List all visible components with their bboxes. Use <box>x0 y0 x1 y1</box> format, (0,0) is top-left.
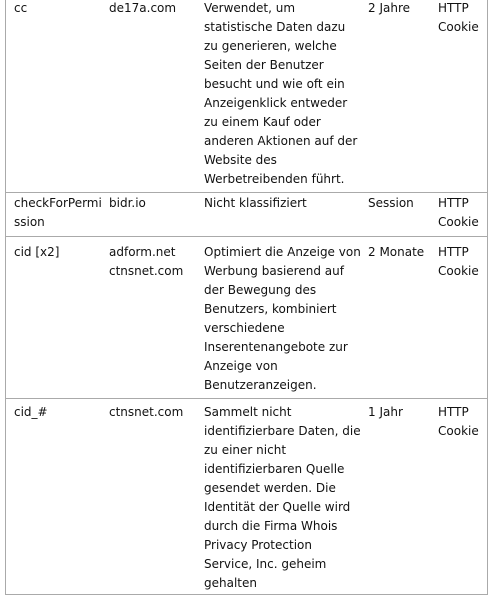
cookie-expiry-cell <box>360 243 430 398</box>
cookie-domain-cell <box>101 194 196 236</box>
cookie-purpose-line: Anzeige von <box>204 359 278 373</box>
cookie-expiry: Session <box>368 196 414 210</box>
cookie-purpose-cell <box>196 403 360 594</box>
cookie-name: cid_# <box>14 405 48 419</box>
cookie-purpose-line: zu einer nicht <box>204 443 287 457</box>
cookie-domain: ctnsnet.com <box>109 264 184 278</box>
table-row <box>6 399 487 595</box>
cookie-purpose-line: zu einem Kauf oder <box>204 115 321 129</box>
cookie-purpose-line: Werbetreibenden führt. <box>204 172 345 186</box>
cookie-purpose-line: Verwendet, um <box>204 1 296 15</box>
cookie-name-cell <box>6 0 101 192</box>
cookie-name: cc <box>14 1 28 15</box>
cookie-purpose-line: Optimiert die Anzeige von <box>204 245 361 259</box>
cookie-expiry: 1 Jahr <box>368 405 403 419</box>
cookie-domain: bidr.io <box>109 196 146 210</box>
cookie-domain: adform.net <box>109 245 176 259</box>
cookie-name-line: ssion <box>14 215 45 229</box>
cookie-purpose-line: zu generieren, welche <box>204 39 337 53</box>
cookie-type-line: Cookie <box>438 215 479 229</box>
table-row <box>6 237 487 399</box>
cookie-name: cid [x2] <box>14 245 60 259</box>
cookie-type-cell <box>430 243 487 398</box>
cookie-expiry: 2 Monate <box>368 245 425 259</box>
cookie-type-line: HTTP <box>438 196 469 210</box>
cookie-type-cell <box>430 403 487 594</box>
cookie-purpose-line: Nicht klassifiziert <box>204 196 307 210</box>
table-row <box>6 0 487 193</box>
cookie-purpose-line: anderen Aktionen auf der <box>204 134 358 148</box>
cookie-purpose-cell <box>196 194 360 236</box>
cookie-purpose-cell <box>196 243 360 398</box>
cookie-expiry-cell <box>360 403 430 594</box>
cookie-purpose-line: Benutzers, kombiniert <box>204 302 337 316</box>
cookie-purpose-line: Werbung basierend auf <box>204 264 344 278</box>
cookie-purpose-line: durch die Firma Whois <box>204 519 338 533</box>
cookie-purpose-line: gehalten <box>204 576 257 590</box>
cookie-type-line: HTTP <box>438 405 469 419</box>
cookie-type-cell <box>430 194 487 236</box>
cookie-name-cell <box>6 403 101 594</box>
cookie-purpose-line: Privacy Protection <box>204 538 312 552</box>
cookie-domain: ctnsnet.com <box>109 405 184 419</box>
cookie-purpose-line: verschiedene <box>204 321 285 335</box>
cookie-expiry: 2 Jahre <box>368 1 410 15</box>
cookie-table <box>5 0 488 595</box>
cookie-type-line: HTTP <box>438 245 469 259</box>
cookie-purpose-line: identifizierbare Daten, die <box>204 424 361 438</box>
cookie-purpose-line: identifizierbaren Quelle <box>204 462 345 476</box>
cookie-domain-cell <box>101 243 196 398</box>
cookie-purpose-line: Seiten der Benutzer <box>204 58 324 72</box>
cookie-purpose-line: gesendet werden. Die <box>204 481 336 495</box>
table-row <box>6 193 487 237</box>
cookie-purpose-cell <box>196 0 360 192</box>
cookie-purpose-line: Identität der Quelle wird <box>204 500 351 514</box>
cookie-name-cell <box>6 243 101 398</box>
cookie-type-line: Cookie <box>438 264 479 278</box>
cookie-expiry-cell <box>360 194 430 236</box>
cookie-purpose-line: statistische Daten dazu <box>204 20 346 34</box>
cookie-domain: de17a.com <box>109 1 177 15</box>
cookie-purpose-line: Inserentenangebote zur <box>204 340 348 354</box>
cookie-domain-cell <box>101 0 196 192</box>
cookie-name-line: checkForPermi <box>14 196 102 210</box>
cookie-purpose-line: Sammelt nicht <box>204 405 292 419</box>
cookie-purpose-line: Anzeigenklick entweder <box>204 96 348 110</box>
cookie-purpose-line: besucht und wie oft ein <box>204 77 345 91</box>
cookie-expiry-cell <box>360 0 430 192</box>
cookie-name-cell <box>6 194 101 236</box>
cookie-purpose-line: der Bewegung des <box>204 283 317 297</box>
cookie-type-line: HTTP <box>438 1 469 15</box>
cookie-type-cell <box>430 0 487 192</box>
cookie-purpose-line: Benutzeranzeigen. <box>204 378 317 392</box>
cookie-domain-cell <box>101 403 196 594</box>
cookie-purpose-line: Website des <box>204 153 277 167</box>
cookie-type-line: Cookie <box>438 424 479 438</box>
cookie-purpose-line: Service, Inc. geheim <box>204 557 327 571</box>
cookie-type-line: Cookie <box>438 20 479 34</box>
